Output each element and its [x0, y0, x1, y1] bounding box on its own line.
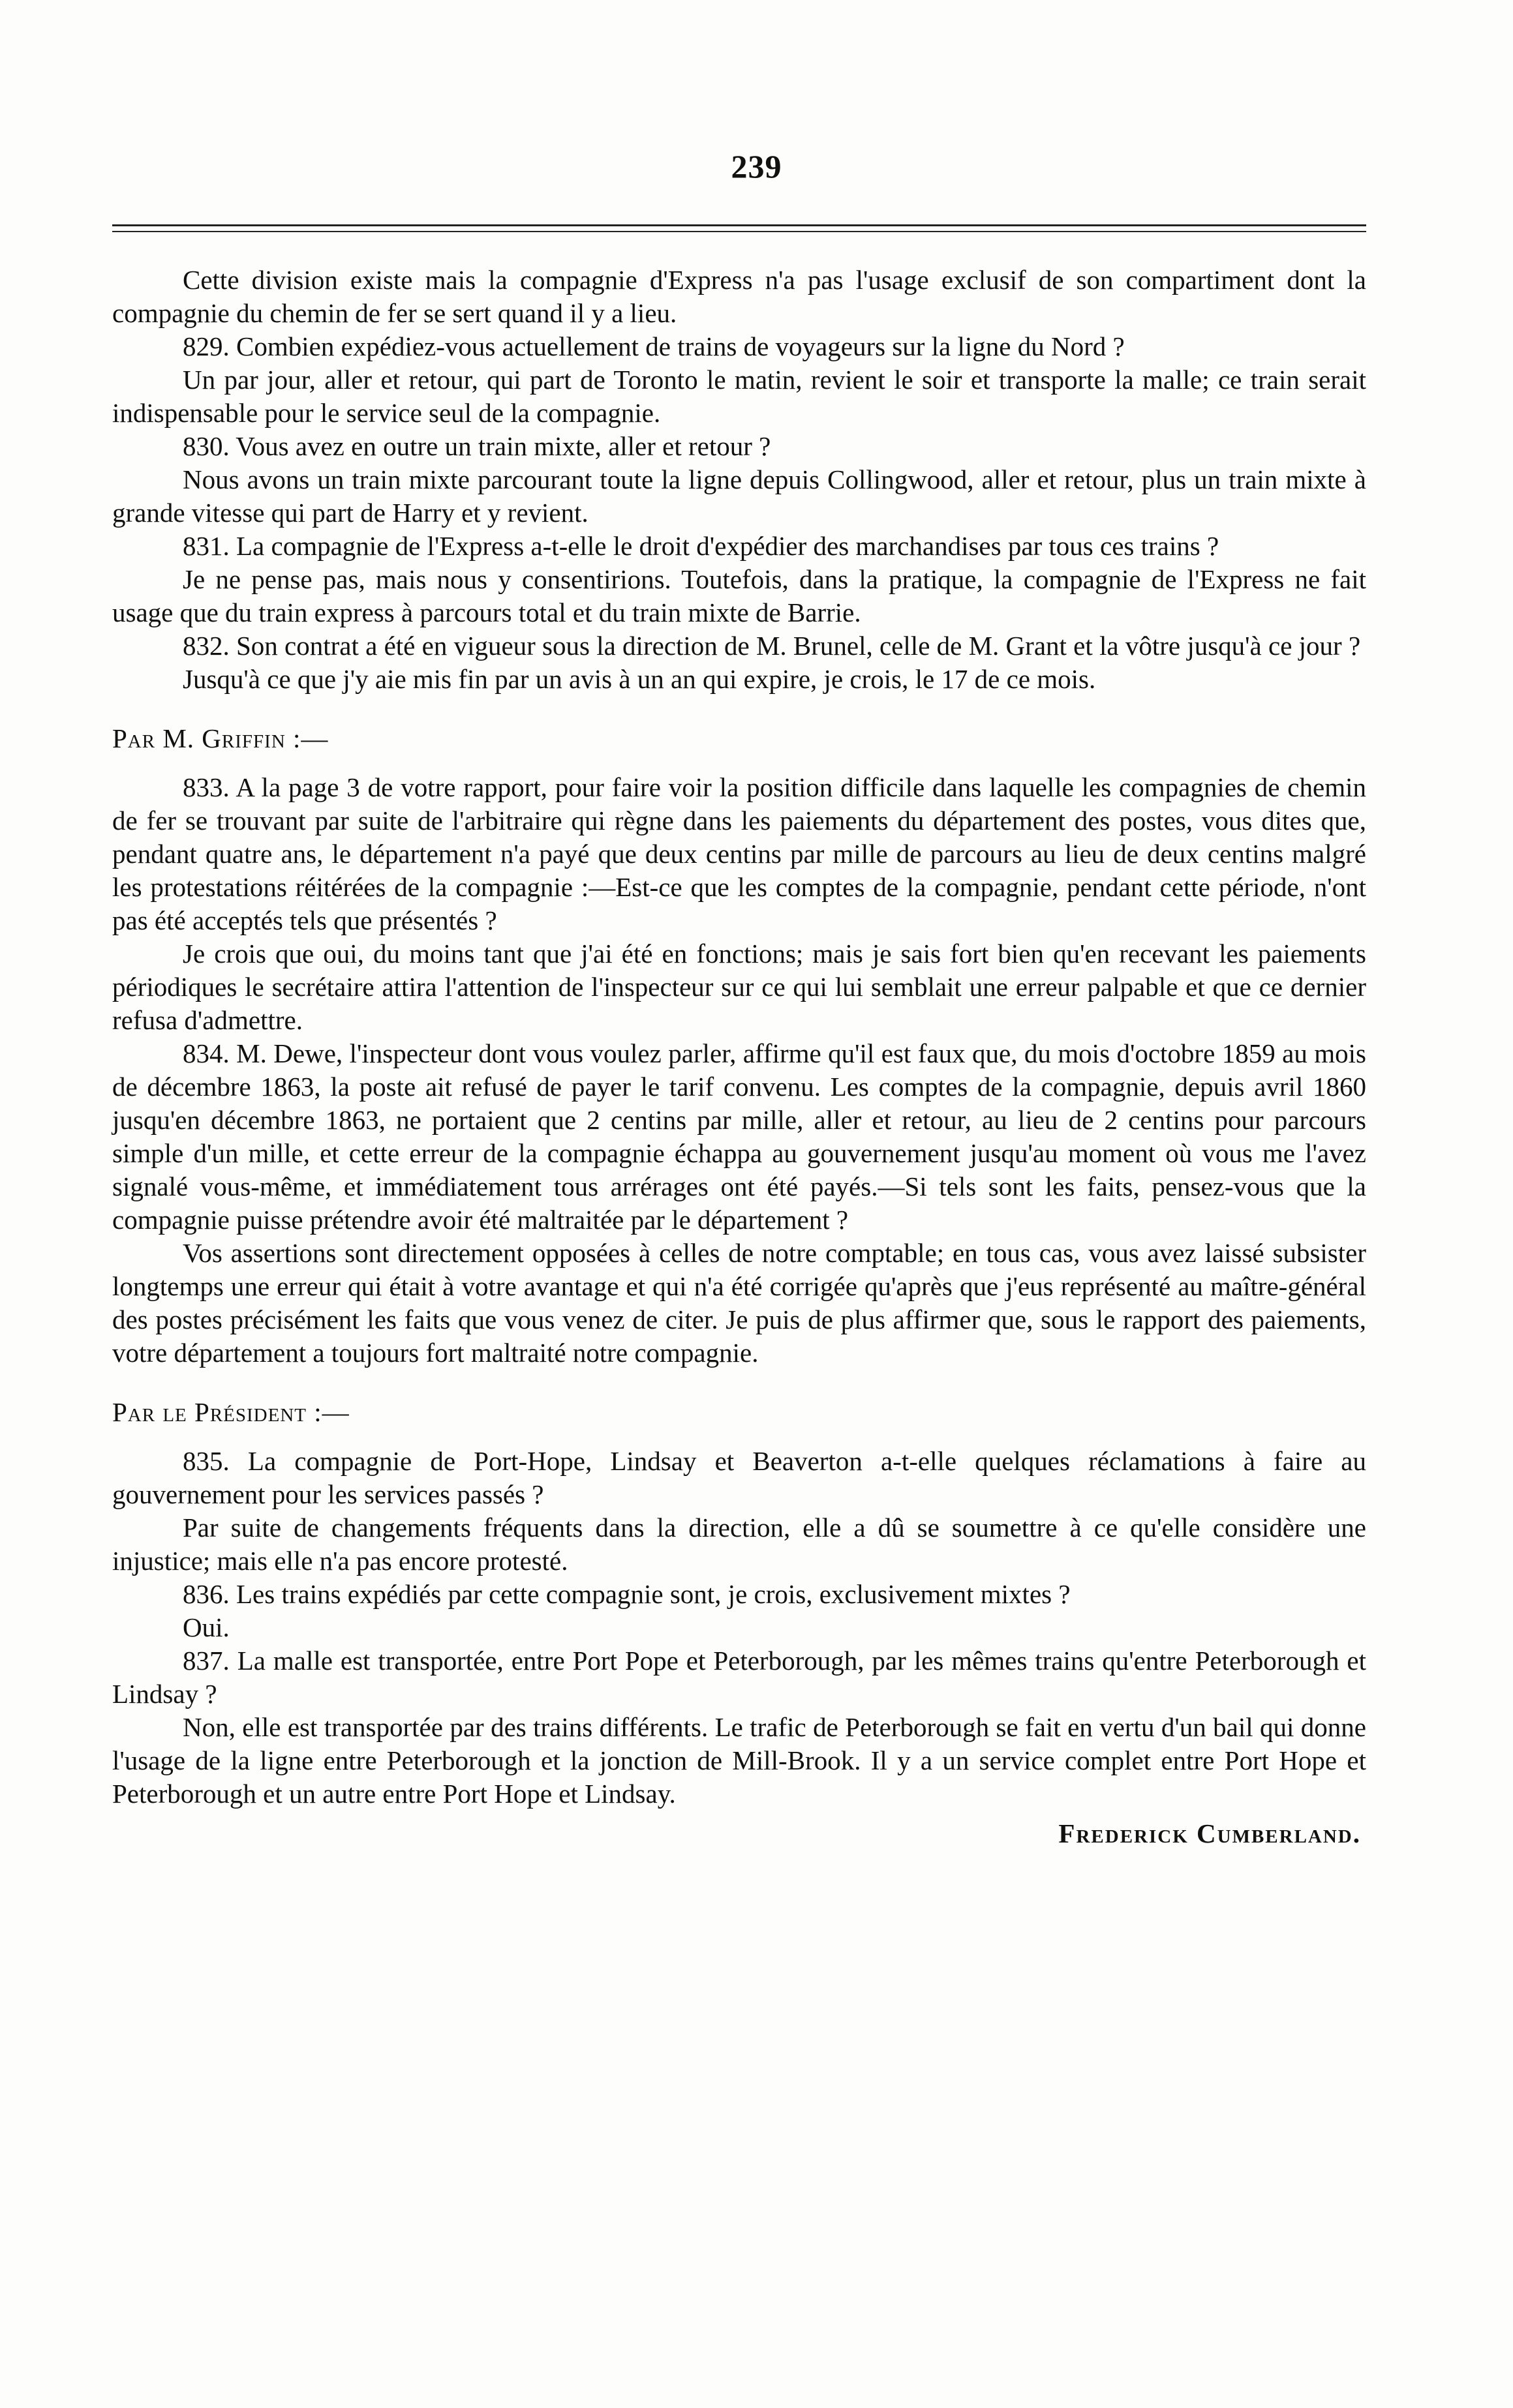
question-832: 832. Son contrat a été en vigueur sous la direction de M. Brunel, celle de M. Grant et la vôtre jusqu'à ce jour ? — [183, 631, 1361, 661]
question-836: 836. Les trains expédiés par cette compagnie sont, je crois, exclusivement mixtes ? — [183, 1579, 1071, 1609]
question-835: 835. La compagnie de Port-Hope, Lindsay et Beaverton a-t-elle quelques réclamations à faire au gouvernement pour les services passés ? — [112, 1446, 1366, 1509]
answer-836: Oui. — [183, 1612, 230, 1642]
question-837: 837. La malle est transportée, entre Port Pope et Peterborough, par les mêmes trains qu'entre Peterborough et Lindsay ? — [112, 1646, 1366, 1709]
question-833: 833. A la page 3 de votre rapport, pour faire voir la position difficile dans laquelle les compagnies de chemin de fer se trouvant par suite de l'arbitraire qui règne dans les paiements du département des postes, vous dites que, pendant quatre ans, le département n'a payé que deux centins par mille de parcours au lieu de deux centins malgré les protestations réitérées de la compagnie :—Est-ce que les comptes de la compagnie, pendant cette période, n'ont pas été acceptés tels que présentés ? — [112, 772, 1366, 935]
question-830: 830. Vous avez en outre un train mixte, aller et retour ? — [183, 431, 771, 461]
answer-835: Par suite de changements fréquents dans la direction, elle a dû se soumettre à ce qu'elle considère une injustice; mais elle n'a pas encore protesté. — [112, 1513, 1366, 1576]
header-rule-second — [112, 231, 1366, 232]
answer-829: Un par jour, aller et retour, qui part de Toronto le matin, revient le soir et transporte la malle; ce train serait indispensable pour le service seul de la compagnie. — [112, 365, 1366, 428]
answer-831: Je ne pense pas, mais nous y consentirions. Toutefois, dans la pratique, la compagnie de l'Express ne fait usage que du train express à parcours total et du train mixte de Barrie. — [112, 564, 1366, 627]
question-829: 829. Combien expédiez-vous actuellement de trains de voyageurs sur la ligne du Nord ? — [183, 331, 1125, 361]
paragraph: Cette division existe mais la compagnie d'Express n'a pas l'usage exclusif de son compartiment dont la compagnie du chemin de fer se sert quand il y a lieu. — [112, 265, 1366, 328]
signature: Frederick Cumberland. — [1058, 1818, 1361, 1848]
answer-832: Jusqu'à ce que j'y aie mis fin par un avis à un an qui expire, je crois, le 17 de ce mois. — [183, 664, 1096, 694]
speaker-heading-griffin: Par M. Griffin :— — [112, 723, 329, 753]
answer-837: Non, elle est transportée par des trains différents. Le trafic de Peterborough se fait en vertu d'un bail qui donne l'usage de la ligne entre Peterborough et la jonction de Mill-Brook. Il y a un service complet entre Port Hope et Peterborough et un autre entre Port Hope et Lindsay. — [112, 1712, 1366, 1809]
answer-830: Nous avons un train mixte parcourant toute la ligne depuis Collingwood, aller et retour, plus un train mixte à grande vitesse qui part de Harry et y revient. — [112, 464, 1366, 528]
speaker-heading-president: Par le Président :— — [112, 1397, 350, 1427]
header-rule — [112, 224, 1366, 226]
page-number: 239 — [731, 148, 782, 185]
answer-834: Vos assertions sont directement opposées à celles de notre comptable; en tous cas, vous avez laissé subsister longtemps une erreur qui était à votre avantage et qui n'a été corrigée qu'après que j'eus représenté au maître-général des postes précisément les faits que vous venez de citer. Je puis de plus affirmer que, sous le rapport des paiements, votre département a toujours fort maltraité notre compagnie. — [112, 1238, 1366, 1368]
question-834: 834. M. Dewe, l'inspecteur dont vous voulez parler, affirme qu'il est faux que, du mois d'octobre 1859 au mois de décembre 1863, la poste ait refusé de payer le tarif convenu. Les comptes de la compagnie, depuis avril 1860 jusqu'en décembre 1863, ne portaient que 2 centins par mille, aller et retour, au lieu de 2 centins pour parcours simple d'un mille, et cette erreur de la compagnie échappa au gouvernement jusqu'au moment où vous me l'avez signalé vous-même, et immédiatement tous arrérages ont été payés.—Si tels sont les faits, pensez-vous que la compagnie puisse prétendre avoir été maltraitée par le département ? — [112, 1038, 1366, 1235]
question-831: 831. La compagnie de l'Express a-t-elle le droit d'expédier des marchandises par tous ces trains ? — [183, 531, 1219, 561]
answer-833: Je crois que oui, du moins tant que j'ai été en fonctions; mais je sais fort bien qu'en recevant les paiements périodiques le secrétaire attira l'attention de l'inspecteur sur ce qui lui semblait une erreur palpable et que ce dernier refusa d'admettre. — [112, 939, 1366, 1035]
document-body — [112, 263, 1366, 1850]
